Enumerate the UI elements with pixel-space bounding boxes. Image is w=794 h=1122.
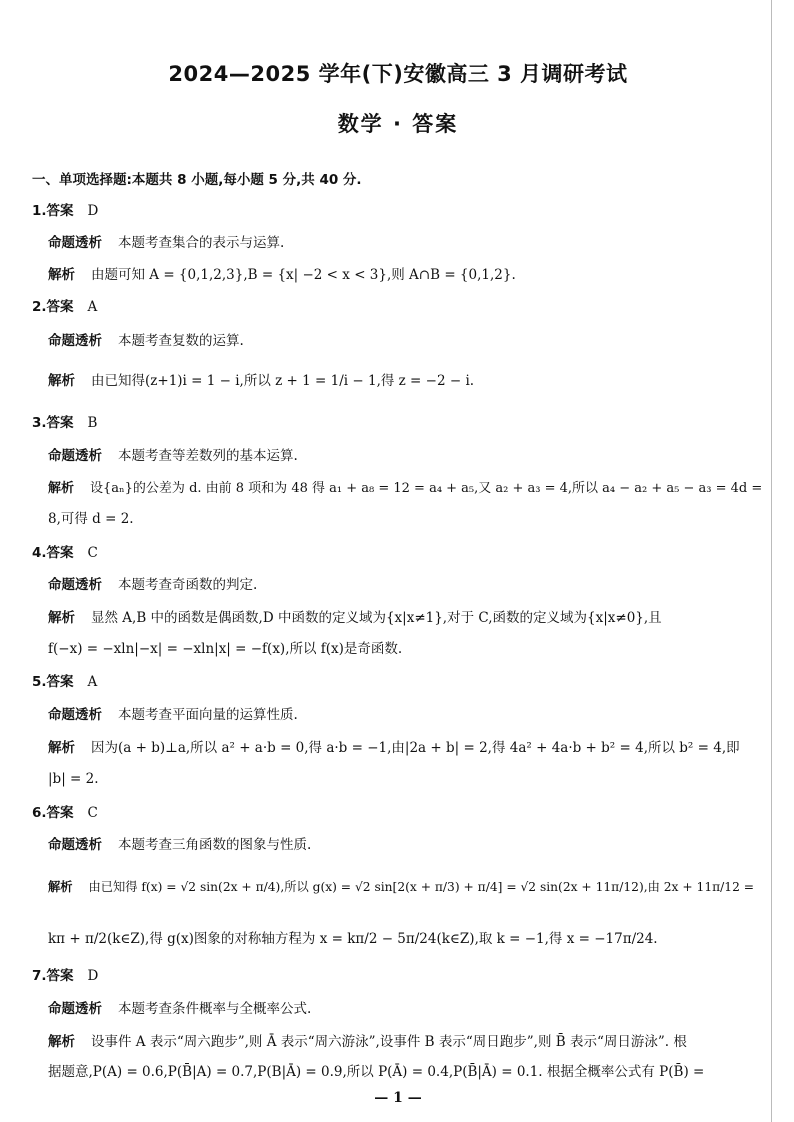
question-6-explanation: 解析 由已知得 f(x) = √2 sin(2x + π/4),所以 g(x) = √2 sin[2(x + π/3) + π/4] = √2 sin(2x + 11π/12),由 2x + 11π/12 =	[48, 880, 755, 894]
question-1-intent: 命题透析 本题考查集合的表示与运算.	[48, 235, 285, 251]
document-title: 2024—2025 学年(下)安徽高三 3 月调研考试	[168, 62, 628, 86]
question-3-explanation: 解析 设{aₙ}的公差为 d. 由前 8 项和为 48 得 a₁ + a₈ = 12 = a₄ + a₅,又 a₂ + a₃ = 4,所以 a₄ − a₂ + a₅ − a₃ = 4d =	[48, 481, 763, 496]
page-edge-line	[771, 0, 772, 1122]
question-2-answer: 2.答案 A	[32, 299, 98, 315]
question-2-explanation: 解析 由已知得(z+1)i = 1 − i,所以 z + 1 = 1/i − 1,得 z = −2 − i.	[48, 373, 475, 389]
question-3-explanation-cont: 8,可得 d = 2.	[48, 511, 134, 527]
question-5-explanation: 解析 因为(a + b)⊥a,所以 a² + a·b = 0,得 a·b = −1,由|2a + b| = 2,得 4a² + 4a·b + b² = 4,所以 b² = 4,即	[48, 740, 740, 756]
question-5-answer: 5.答案 A	[32, 674, 98, 690]
question-1-explanation: 解析 由题可知 A = {0,1,2,3},B = {x| −2 < x < 3},则 A∩B = {0,1,2}.	[48, 267, 516, 283]
question-5-intent: 命题透析 本题考查平面向量的运算性质.	[48, 707, 298, 723]
document-subtitle: 数学 · 答案	[337, 112, 459, 136]
question-2-intent: 命题透析 本题考查复数的运算.	[48, 333, 244, 349]
question-7-explanation-cont: 据题意,P(A) = 0.6,P(B̄|A) = 0.7,P(B|Ā) = 0.9,所以 P(Ā) = 0.4,P(B̄|Ā) = 0.1. 根据全概率公式有 P(B̄) =	[48, 1064, 705, 1080]
question-7-answer: 7.答案 D	[32, 968, 99, 984]
section-heading: 一、单项选择题:本题共 8 小题,每小题 5 分,共 40 分.	[32, 172, 362, 188]
question-5-explanation-cont: |b| = 2.	[48, 771, 99, 787]
question-3-answer: 3.答案 B	[32, 415, 98, 431]
question-1-answer: 1.答案 D	[32, 203, 99, 219]
question-4-explanation-cont: f(−x) = −xln|−x| = −xln|x| = −f(x),所以 f(x)是奇函数.	[48, 641, 403, 657]
question-7-intent: 命题透析 本题考查条件概率与全概率公式.	[48, 1001, 312, 1017]
question-3-intent: 命题透析 本题考查等差数列的基本运算.	[48, 448, 298, 464]
question-6-intent: 命题透析 本题考查三角函数的图象与性质.	[48, 837, 312, 853]
page-number: — 1 —	[374, 1090, 422, 1106]
question-4-answer: 4.答案 C	[32, 545, 98, 561]
question-6-explanation-cont: kπ + π/2(k∈Z),得 g(x)图象的对称轴方程为 x = kπ/2 − 5π/24(k∈Z),取 k = −1,得 x = −17π/24.	[48, 931, 658, 947]
question-7-explanation: 解析 设事件 A 表示“周六跑步”,则 Ā 表示“周六游泳”,设事件 B 表示“周日跑步”,则 B̄ 表示“周日游泳”. 根	[48, 1034, 687, 1050]
question-4-explanation: 解析 显然 A,B 中的函数是偶函数,D 中函数的定义域为{x|x≠1},对于 C,函数的定义域为{x|x≠0},且	[48, 610, 662, 626]
question-4-intent: 命题透析 本题考查奇函数的判定.	[48, 577, 258, 593]
question-6-answer: 6.答案 C	[32, 805, 98, 821]
